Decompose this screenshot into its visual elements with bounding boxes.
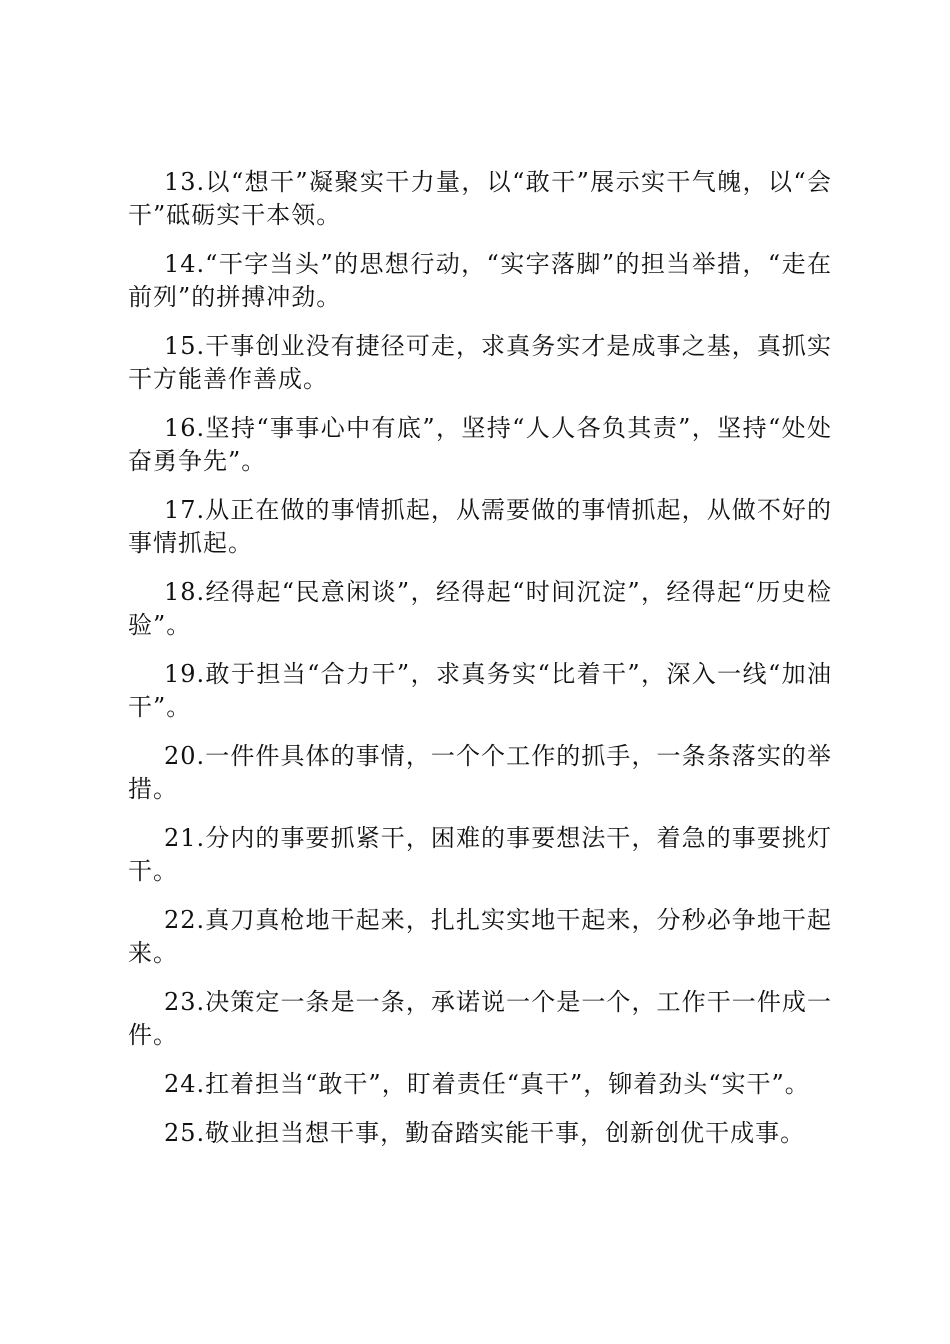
list-item-21: 21.分内的事要抓紧干，困难的事要想法干，着急的事要挑灯干。 [128, 824, 832, 885]
list-item-18: 18.经得起“民意闲谈”，经得起“时间沉淀”，经得起“历史检验”。 [128, 578, 832, 639]
list-item-17: 17.从正在做的事情抓起，从需要做的事情抓起，从做不好的事情抓起。 [128, 496, 832, 557]
list-item-23: 23.决策定一条是一条，承诺说一个是一个，工作干一件成一件。 [128, 988, 832, 1049]
list-item-20: 20.一件件具体的事情，一个个工作的抓手，一条条落实的举措。 [128, 742, 832, 803]
list-item-15: 15.干事创业没有捷径可走，求真务实才是成事之基，真抓实干方能善作善成。 [128, 332, 832, 393]
list-item-22: 22.真刀真枪地干起来，扎扎实实地干起来，分秒必争地干起来。 [128, 906, 832, 967]
document-body [128, 166, 832, 1166]
list-item-14: 14.“干字当头”的思想行动，“实字落脚”的担当举措，“走在前列”的拼搏冲劲。 [128, 250, 832, 311]
list-item-24: 24.扛着担当“敢干”，盯着责任“真干”，铆着劲头“实干”。 [164, 1070, 810, 1098]
list-item-16: 16.坚持“事事心中有底”，坚持“人人各负其责”，坚持“处处奋勇争先”。 [128, 414, 832, 475]
list-item-19: 19.敢于担当“合力干”，求真务实“比着干”，深入一线“加油干”。 [128, 660, 832, 721]
list-item-13: 13.以“想干”凝聚实干力量，以“敢干”展示实干气魄，以“会干”砥砺实干本领。 [128, 168, 832, 229]
list-item-25: 25.敬业担当想干事，勤奋踏实能干事，创新创优干成事。 [164, 1119, 806, 1147]
